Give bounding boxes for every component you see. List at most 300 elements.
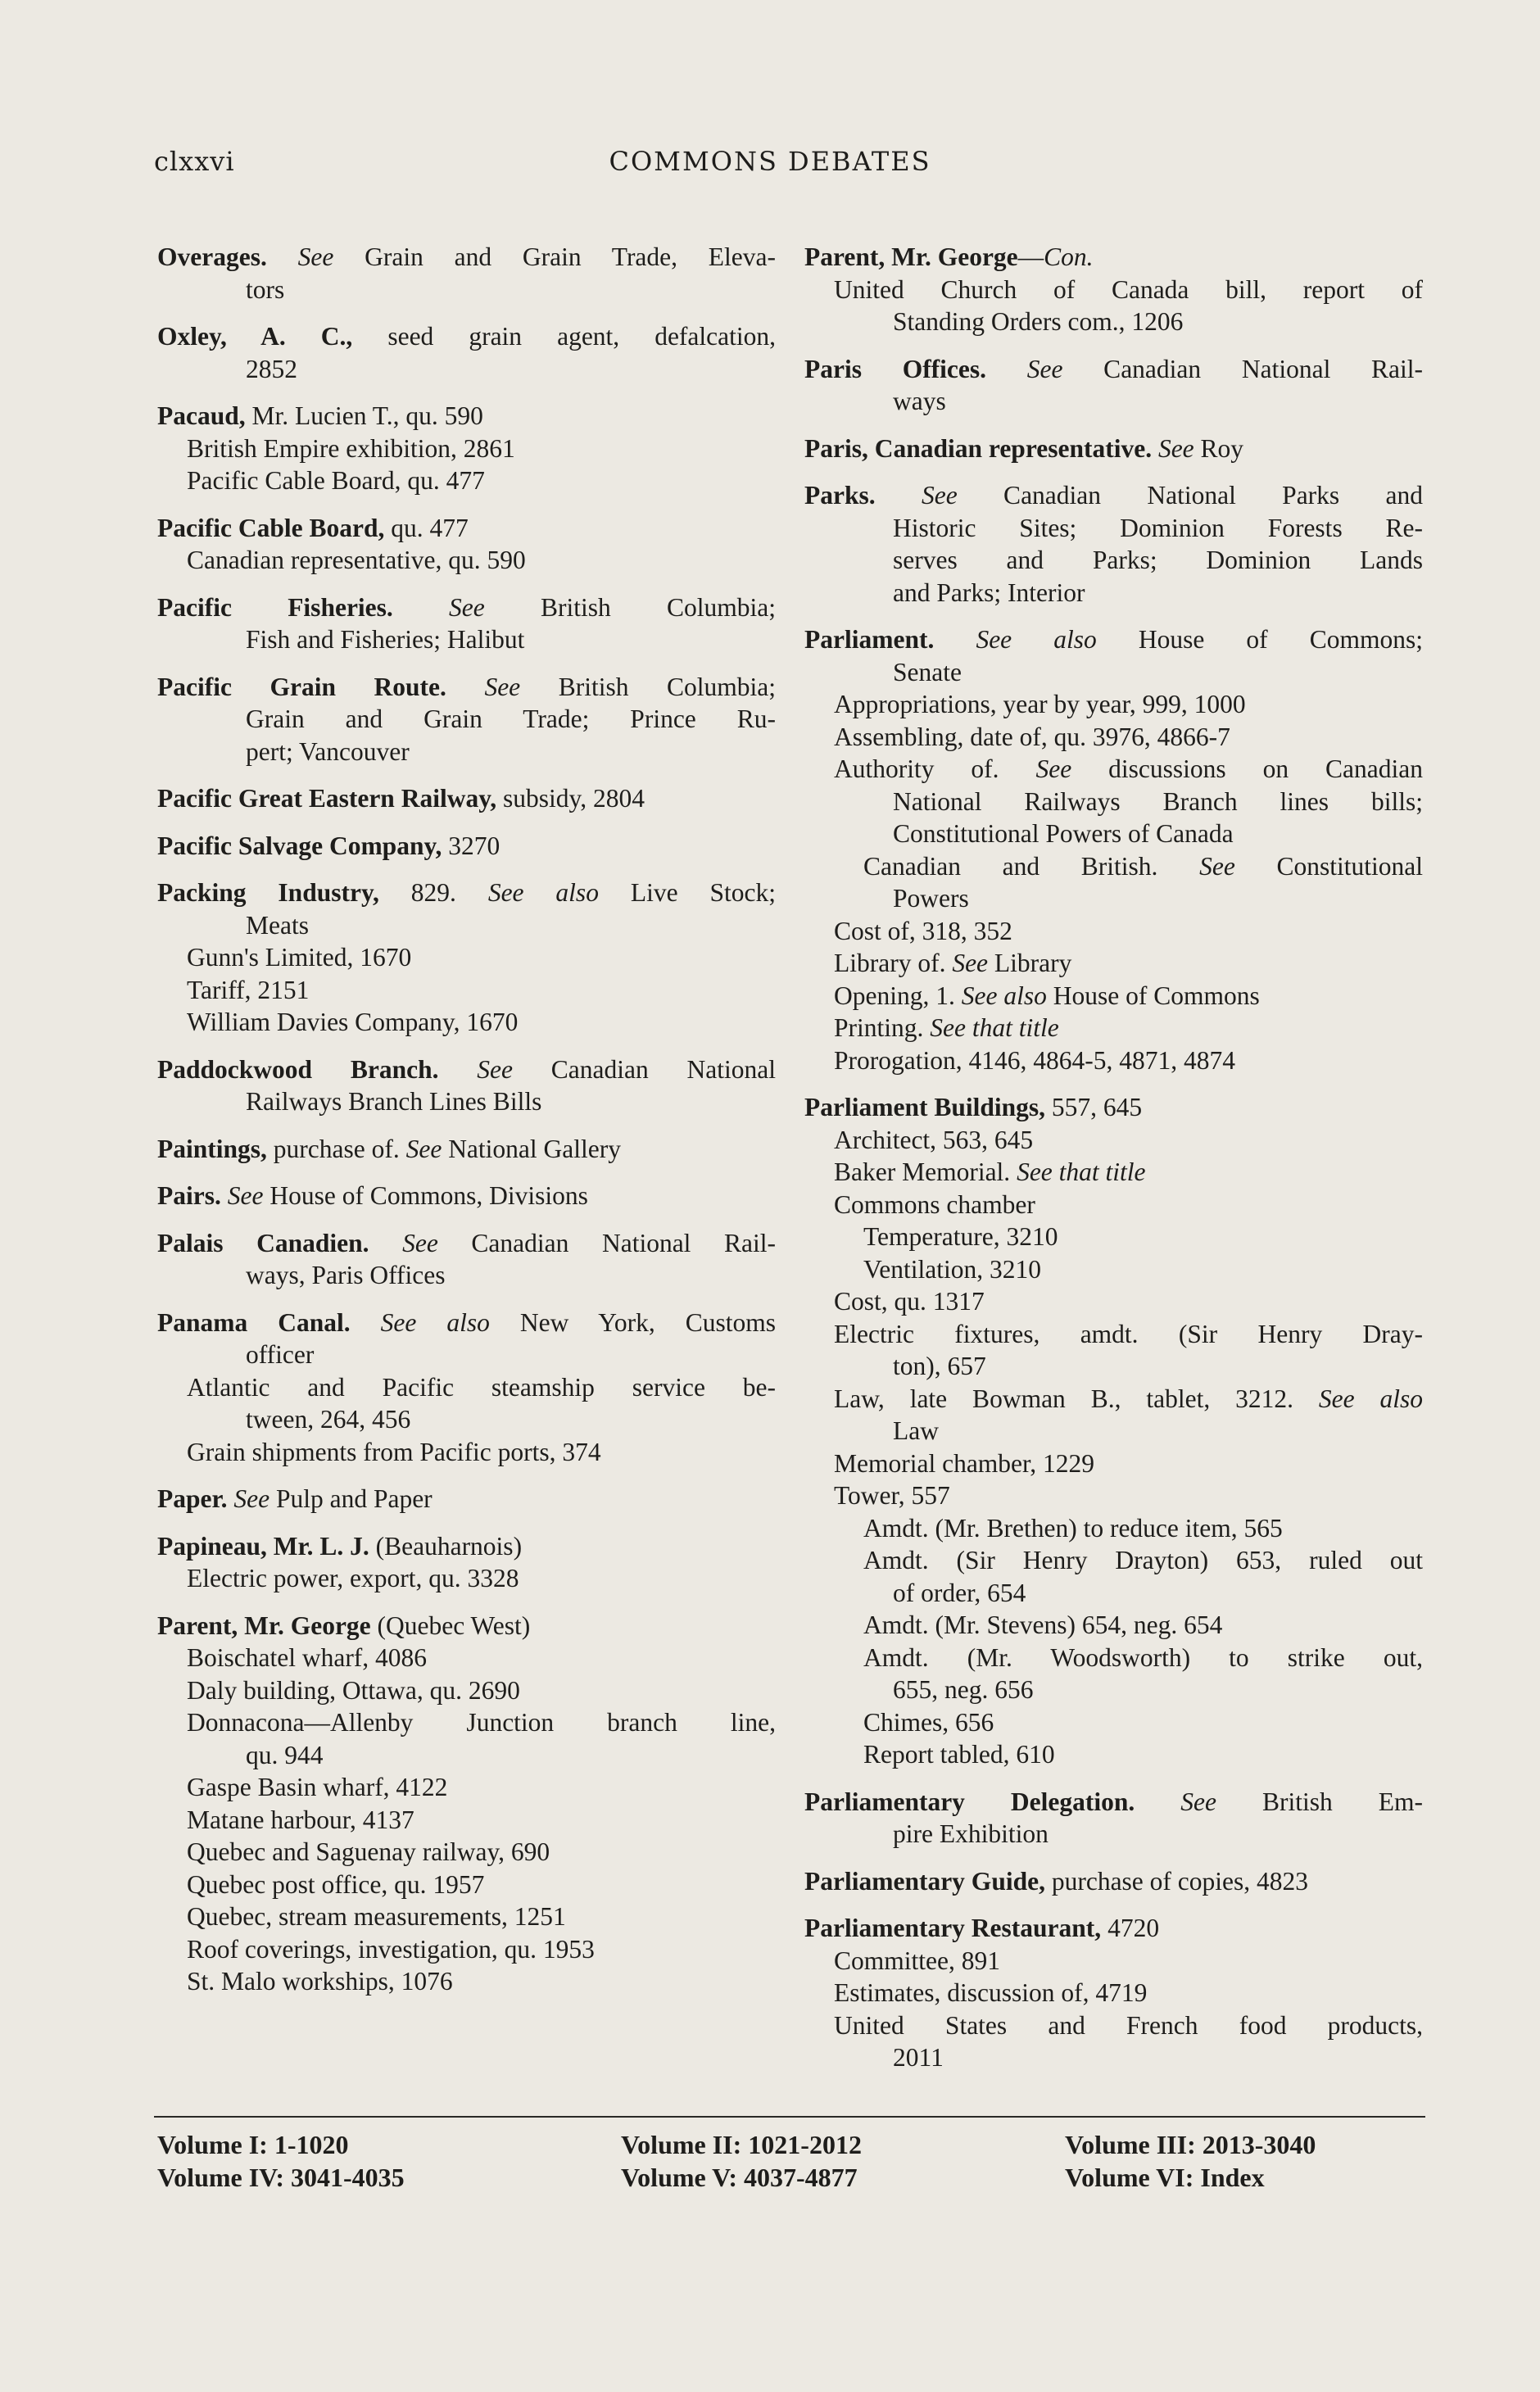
entry-subline	[157, 1259, 776, 1292]
entry-subline	[804, 1253, 1423, 1286]
entry-text: British Columbia;	[484, 592, 777, 622]
cross-reference: See	[1035, 754, 1072, 783]
index-entry	[157, 782, 776, 815]
entry-text: of order, 654	[893, 1578, 1026, 1607]
entry-heading-line	[157, 1180, 776, 1212]
entry-text: Appropriations, year by year, 999, 1000	[834, 690, 1246, 718]
entry-subline	[804, 1706, 1423, 1739]
entry-text: Donnacona—Allenby Junction branch line,	[187, 1708, 776, 1737]
entry-subline	[804, 1977, 1423, 2009]
entry-subline	[804, 1945, 1423, 1977]
entry-text: 2011	[893, 2043, 944, 2072]
entry-heading-line	[157, 1530, 776, 1563]
entry-text: purchase of.	[266, 1134, 406, 1163]
entry-heading: Parliamentary Delegation.	[804, 1787, 1135, 1816]
index-entry	[157, 1307, 776, 1469]
entry-text: Ventilation, 3210	[863, 1254, 1041, 1284]
entry-text: Canadian representative, qu. 590	[187, 546, 526, 574]
entry-subline	[157, 909, 776, 942]
entry-space	[934, 625, 976, 654]
entry-heading-line	[157, 1133, 776, 1166]
entry-text: Roof coverings, investigation, qu. 1953	[187, 1934, 595, 1964]
entry-subline	[157, 974, 776, 1007]
entry-subline	[804, 1738, 1423, 1771]
entry-text: United States and French food products,	[834, 2010, 1423, 2040]
entry-subline	[804, 512, 1423, 545]
index-entry	[157, 1530, 776, 1595]
entry-text: British Empire exhibition, 2861	[187, 433, 515, 463]
entry-subline	[157, 1739, 776, 1772]
entry-heading: Palais Canadien.	[157, 1228, 369, 1257]
entry-text: House of Commons, Divisions	[263, 1181, 588, 1210]
entry-text: Historic Sites; Dominion Forests Re-	[893, 513, 1423, 542]
entry-heading-line	[157, 1053, 776, 1086]
index-entry	[157, 1483, 776, 1515]
entry-text: House of Commons;	[1096, 625, 1423, 654]
volume-label: Volume IV: 3041-4035	[157, 2163, 405, 2192]
entry-heading: Parliamentary Restaurant,	[804, 1914, 1102, 1942]
index-entry	[157, 1133, 776, 1166]
entry-text: British Em-	[1216, 1787, 1423, 1816]
entry-text: Opening, 1.	[834, 981, 962, 1010]
entry-subline	[804, 1044, 1423, 1077]
volume-label: Volume VI: Index	[1065, 2163, 1265, 2192]
entry-subline	[804, 1818, 1423, 1851]
entry-text: Amdt. (Mr. Stevens) 654, neg. 654	[863, 1611, 1223, 1639]
entry-subline	[804, 882, 1423, 915]
index-entry	[157, 671, 776, 768]
running-head: COMMONS DEBATES	[609, 146, 931, 177]
index-entry	[804, 479, 1423, 609]
entry-subline	[157, 353, 776, 386]
entry-text: St. Malo workships, 1076	[187, 1967, 453, 1996]
entry-heading-line	[804, 353, 1423, 386]
entry-subline	[804, 1012, 1423, 1044]
cross-reference: Con.	[1044, 242, 1094, 271]
entry-heading-line	[804, 433, 1423, 465]
entry-space	[438, 1055, 477, 1084]
entry-text: Chimes, 656	[863, 1707, 994, 1737]
footer-rule	[154, 2116, 1425, 2118]
entry-heading-line	[157, 1307, 776, 1339]
entry-text: pire Exhibition	[893, 1819, 1049, 1848]
entry-text: qu. 477	[384, 513, 469, 542]
entry-heading-line	[157, 1610, 776, 1642]
cross-reference: See	[1199, 851, 1235, 881]
volume-label: Volume III: 2013-3040	[1065, 2130, 1316, 2159]
entry-heading-line	[157, 1227, 776, 1260]
entry-text: Memorial chamber, 1229	[834, 1448, 1095, 1478]
entry-heading: Parliament Buildings,	[804, 1093, 1046, 1121]
index-entry	[804, 353, 1423, 418]
entry-text: Boischatel wharf, 4086	[187, 1643, 428, 1672]
entry-text: Pacific Cable Board, qu. 477	[187, 466, 485, 495]
entry-heading-line	[804, 623, 1423, 656]
index-entry	[804, 433, 1423, 465]
entry-subline	[157, 1933, 776, 1966]
entry-text: (Quebec West)	[370, 1611, 531, 1640]
entry-subline	[157, 1403, 776, 1436]
entry-heading: Pairs.	[157, 1181, 221, 1210]
entry-heading-line	[157, 320, 776, 353]
entry-subline	[157, 1771, 776, 1804]
entry-text: Cost of, 318, 352	[834, 916, 1012, 945]
entry-text: 4720	[1101, 1914, 1160, 1942]
entry-heading: Parliamentary Guide,	[804, 1866, 1045, 1896]
volume-label: Volume I: 1-1020	[157, 2130, 349, 2159]
entry-subline	[804, 1544, 1423, 1577]
entry-text: National Gallery	[442, 1134, 621, 1163]
entry-text: Quebec, stream measurements, 1251	[187, 1902, 566, 1931]
entry-text: 2852	[246, 354, 297, 383]
entry-subline	[157, 1900, 776, 1933]
entry-text: Grain shipments from Pacific ports, 374	[187, 1437, 601, 1466]
entry-space	[446, 673, 485, 701]
entry-subline	[804, 1479, 1423, 1512]
entry-space	[221, 1181, 228, 1210]
entry-text: Live Stock;	[598, 878, 776, 907]
entry-subline	[804, 577, 1423, 609]
index-entry	[804, 623, 1423, 1076]
entry-subline	[804, 1674, 1423, 1706]
entry-heading: Papineau, Mr. L. J.	[157, 1531, 369, 1561]
cross-reference: See that title	[930, 1013, 1059, 1042]
entry-subline	[804, 818, 1423, 850]
entry-subline	[804, 1383, 1423, 1416]
entry-subline	[804, 544, 1423, 577]
entry-space	[876, 481, 922, 510]
entry-text: Report tabled, 610	[863, 1740, 1055, 1769]
right-column	[804, 241, 1423, 2089]
index-entry	[157, 1053, 776, 1118]
entry-text: qu. 944	[246, 1740, 324, 1769]
entry-text: Cost, qu. 1317	[834, 1287, 985, 1316]
volume-label: Volume V: 4037-4877	[621, 2163, 858, 2192]
entry-subline	[157, 1562, 776, 1595]
entry-text: 557, 645	[1045, 1093, 1143, 1121]
entry-subline	[804, 753, 1423, 786]
entry-heading: Overages.	[157, 242, 267, 271]
entry-subline	[804, 1642, 1423, 1674]
entry-subline	[157, 1371, 776, 1404]
index-entry	[157, 877, 776, 1039]
entry-subline	[804, 306, 1423, 338]
index-entry	[157, 1180, 776, 1212]
entry-subline	[804, 786, 1423, 818]
entry-text: Gunn's Limited, 1670	[187, 943, 412, 972]
entry-subline	[157, 1006, 776, 1039]
entry-text: Canadian National Rail-	[1062, 354, 1424, 383]
entry-subline	[157, 1706, 776, 1739]
cross-reference: See	[484, 672, 521, 701]
entry-subline	[804, 1415, 1423, 1447]
entry-text: Powers	[893, 884, 969, 913]
entry-subline	[804, 947, 1423, 980]
entry-heading-line	[157, 512, 776, 545]
entry-heading-line	[804, 1865, 1423, 1898]
entry-subline	[157, 736, 776, 768]
entry-text: Mr. Lucien T., qu. 590	[245, 401, 483, 430]
entry-text: Architect, 563, 645	[834, 1125, 1034, 1154]
entry-space	[1152, 434, 1158, 463]
entry-text: Canadian National Rail-	[437, 1228, 777, 1257]
entry-text: New York, Customs	[489, 1307, 776, 1337]
entry-text: Estimates, discussion of, 4719	[834, 1978, 1148, 2007]
entry-text: Committee, 891	[834, 1946, 1000, 1975]
entry-subline	[804, 1318, 1423, 1351]
entry-subline	[157, 1804, 776, 1837]
entry-text: Roy	[1194, 433, 1244, 463]
entry-subline	[157, 1339, 776, 1371]
entry-text: Authority of.	[834, 754, 1036, 783]
entry-heading-line	[157, 591, 776, 624]
entry-heading: Paris, Canadian representative.	[804, 433, 1153, 463]
entry-subline	[804, 2009, 1423, 2042]
entry-heading-line	[157, 400, 776, 433]
entry-subline	[804, 1285, 1423, 1318]
entry-subline	[157, 623, 776, 656]
index-entry	[157, 1610, 776, 1998]
entry-subline	[804, 850, 1423, 883]
entry-text: Fish and Fisheries; Halibut	[246, 625, 525, 654]
cross-reference: See	[952, 949, 989, 977]
entry-text: ways, Paris Offices	[246, 1261, 446, 1289]
entry-heading-line	[157, 782, 776, 815]
entry-subline	[157, 941, 776, 974]
index-entry	[157, 512, 776, 577]
entry-subline	[157, 703, 776, 736]
index-entry	[804, 1912, 1423, 2074]
entry-heading: Packing Industry,	[157, 878, 379, 907]
entry-heading: Oxley, A. C.,	[157, 322, 353, 351]
entry-heading: Paper.	[157, 1484, 228, 1513]
entry-heading-line	[157, 1483, 776, 1515]
entry-subline	[157, 1085, 776, 1118]
cross-reference: See	[921, 481, 958, 510]
entry-subline	[157, 1674, 776, 1707]
entry-heading: Parent, Mr. George	[804, 242, 1018, 271]
entry-subline	[157, 1869, 776, 1901]
page-folio: clxxvi	[154, 146, 235, 177]
entry-text: Gaspe Basin wharf, 4122	[187, 1773, 448, 1801]
entry-heading-line	[157, 671, 776, 704]
entry-heading: Paris Offices.	[804, 354, 987, 383]
entry-text: (Beauharnois)	[369, 1531, 523, 1561]
cross-reference: See	[405, 1134, 442, 1163]
entry-subline	[157, 1436, 776, 1469]
entry-subline	[804, 1512, 1423, 1545]
index-entry	[157, 320, 776, 385]
entry-text: subsidy, 2804	[496, 784, 645, 813]
entry-text: Standing Orders com., 1206	[893, 307, 1184, 336]
cross-reference: See	[233, 1484, 270, 1513]
entry-heading-line	[804, 1786, 1423, 1819]
index-entry	[804, 1786, 1423, 1851]
entry-space	[267, 242, 298, 271]
index-entry	[157, 591, 776, 656]
cross-reference: See	[402, 1228, 438, 1257]
entry-subline	[804, 385, 1423, 418]
entry-text: tors	[246, 274, 285, 304]
entry-text: Quebec and Saguenay railway, 690	[187, 1837, 550, 1866]
entry-heading: Pacific Fisheries.	[157, 592, 393, 622]
entry-subline	[157, 464, 776, 497]
cross-reference: See	[449, 592, 485, 622]
entry-heading: Paddockwood Branch.	[157, 1054, 439, 1084]
cross-reference: See	[1026, 354, 1063, 383]
cross-reference: See also	[961, 981, 1047, 1010]
index-entry	[157, 830, 776, 863]
cross-reference: See that title	[1017, 1157, 1146, 1186]
entry-heading: Pacific Salvage Company,	[157, 831, 442, 860]
entry-subline	[804, 721, 1423, 754]
entry-text: discussions on Canadian	[1071, 754, 1423, 783]
entry-text: Amdt. (Mr. Woodsworth) to strike out,	[863, 1642, 1423, 1672]
entry-heading-line	[157, 241, 776, 274]
entry-text: Library	[988, 949, 1072, 977]
entry-text: Constitutional	[1234, 851, 1423, 881]
entry-text: Constitutional Powers of Canada	[893, 819, 1234, 848]
cross-reference: See	[297, 242, 334, 271]
entry-text: Canadian National Parks and	[957, 481, 1424, 510]
entry-text: Grain and Grain Trade, Eleva-	[333, 242, 776, 271]
entry-text: Daly building, Ottawa, qu. 2690	[187, 1675, 520, 1705]
entry-text: United Church of Canada bill, report of	[834, 274, 1423, 304]
entry-text: Atlantic and Pacific steamship service be-	[187, 1372, 776, 1402]
entry-heading-line	[157, 877, 776, 909]
entry-text: Prorogation, 4146, 4864-5, 4871, 4874	[834, 1045, 1235, 1075]
entry-text: Canadian National	[513, 1054, 777, 1084]
entry-text: Electric fixtures, amdt. (Sir Henry Dray-	[834, 1319, 1423, 1348]
entry-heading: Parent, Mr. George	[157, 1611, 371, 1640]
entry-text: Matane harbour, 4137	[187, 1805, 414, 1834]
entry-heading: Pacaud,	[157, 401, 246, 430]
entry-subline	[804, 1221, 1423, 1253]
entry-text: and Parks; Interior	[893, 578, 1085, 607]
entry-subline	[157, 433, 776, 465]
entry-text: ton), 657	[893, 1352, 986, 1380]
entry-text: Law	[893, 1416, 939, 1445]
entry-subline	[804, 1447, 1423, 1480]
entry-text: National Railways Branch lines bills;	[893, 786, 1423, 816]
entry-text: Tower, 557	[834, 1481, 950, 1510]
entry-heading: Parks.	[804, 481, 876, 510]
entry-text: Assembling, date of, qu. 3976, 4866-7	[834, 722, 1230, 751]
entry-subline	[157, 1642, 776, 1674]
entry-text: Grain and Grain Trade; Prince Ru-	[246, 704, 776, 733]
entry-text: Amdt. (Sir Henry Drayton) 653, ruled out	[863, 1546, 1423, 1574]
entry-text: Canadian and British.	[863, 851, 1200, 881]
entry-subline	[804, 1609, 1423, 1642]
entry-heading: Parliament.	[804, 625, 935, 654]
entry-text: Pulp and Paper	[270, 1484, 433, 1513]
entry-heading-line	[804, 1091, 1423, 1124]
entry-subline	[804, 1189, 1423, 1221]
cross-reference: See also	[976, 625, 1097, 654]
entry-heading-line	[804, 479, 1423, 512]
entry-space	[351, 1308, 381, 1337]
entry-text: Temperature, 3210	[863, 1222, 1058, 1251]
cross-reference: See	[1157, 433, 1194, 463]
entry-heading: Panama Canal.	[157, 1307, 351, 1337]
entry-subline	[804, 1577, 1423, 1610]
entry-text: Tariff, 2151	[187, 975, 310, 1004]
entry-text: Quebec post office, qu. 1957	[187, 1869, 485, 1899]
entry-text: seed grain agent, defalcation,	[352, 322, 776, 351]
entry-heading-line	[157, 830, 776, 863]
cross-reference: See	[1180, 1787, 1216, 1816]
cross-reference: See also	[487, 878, 599, 907]
entry-text: British Columbia;	[520, 672, 776, 701]
volume-label: Volume II: 1021-2012	[621, 2130, 862, 2159]
index-entry	[157, 400, 776, 497]
index-entry	[804, 1865, 1423, 1898]
index-entry	[804, 1091, 1423, 1771]
entry-text: ways	[893, 387, 946, 415]
entry-space	[1135, 1787, 1180, 1816]
entry-subline	[157, 544, 776, 577]
entry-text: tween, 264, 456	[246, 1405, 411, 1434]
entry-subline	[804, 1156, 1423, 1189]
entry-text: William Davies Company, 1670	[187, 1008, 519, 1036]
entry-text: Electric power, export, qu. 3328	[187, 1564, 519, 1592]
left-column	[157, 241, 776, 2013]
cross-reference: See also	[1318, 1384, 1423, 1413]
entry-text: 655, neg. 656	[893, 1675, 1034, 1704]
entry-space	[369, 1229, 403, 1257]
entry-subline	[804, 2041, 1423, 2074]
entry-text: purchase of copies, 4823	[1044, 1866, 1308, 1896]
index-entry	[804, 241, 1423, 338]
index-entry	[157, 241, 776, 306]
entry-subline	[157, 274, 776, 306]
entry-text: serves and Parks; Dominion Lands	[893, 546, 1423, 574]
entry-heading-line	[804, 241, 1423, 274]
entry-text: Meats	[246, 910, 309, 940]
entry-subline	[804, 1124, 1423, 1157]
entry-text: 3270	[442, 831, 500, 860]
entry-space	[393, 593, 449, 622]
entry-text: Baker Memorial.	[834, 1157, 1017, 1186]
entry-subline	[804, 980, 1423, 1013]
entry-subline	[804, 688, 1423, 721]
entry-text: 829.	[378, 878, 488, 907]
entry-text: officer	[246, 1340, 315, 1369]
entry-subline	[804, 1350, 1423, 1383]
entry-text: Amdt. (Mr. Brethen) to reduce item, 565	[863, 1513, 1283, 1543]
index-entry	[157, 1227, 776, 1292]
entry-heading: Pacific Great Eastern Railway,	[157, 784, 497, 813]
cross-reference: See	[477, 1054, 513, 1084]
entry-text: —	[1017, 242, 1044, 271]
entry-heading: Pacific Grain Route.	[157, 672, 446, 701]
entry-subline	[157, 1965, 776, 1998]
entry-heading: Pacific Cable Board,	[157, 513, 385, 542]
entry-subline	[157, 1836, 776, 1869]
entry-heading: Paintings,	[157, 1134, 267, 1163]
entry-subline	[804, 274, 1423, 306]
entry-text: House of Commons	[1046, 981, 1260, 1010]
entry-text: Library of.	[834, 949, 953, 977]
entry-space	[986, 355, 1027, 383]
entry-text: Senate	[893, 657, 962, 686]
entry-text: Printing.	[834, 1013, 931, 1042]
entry-subline	[804, 915, 1423, 948]
cross-reference: See also	[380, 1307, 490, 1337]
entry-text: Law, late Bowman B., tablet, 3212.	[834, 1384, 1319, 1413]
entry-heading-line	[804, 1912, 1423, 1945]
cross-reference: See	[227, 1181, 264, 1210]
